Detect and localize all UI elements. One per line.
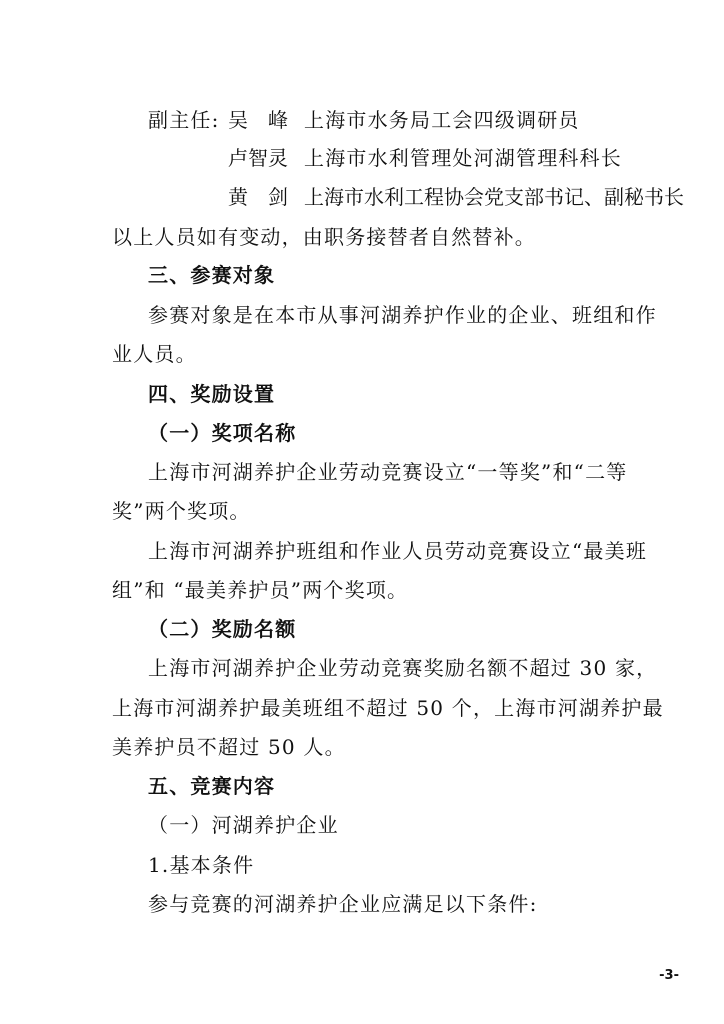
paragraph-line: 组”和 “最美养护员”两个奖项。 <box>112 578 409 602</box>
section-heading: 四、奖励设置 <box>148 382 276 406</box>
member-title: 上海市水利管理处河湖管理科科长 <box>304 146 622 170</box>
paragraph-line: 参赛对象是在本市从事河湖养护作业的企业、班组和作 <box>148 303 657 327</box>
paragraph-line: 奖”两个奖项。 <box>112 499 251 523</box>
subsection-heading: （一）河湖养护企业 <box>148 813 339 837</box>
subsection-heading: （二）奖励名额 <box>148 617 297 641</box>
paragraph-line: 上海市河湖养护班组和作业人员劳动竞赛设立“最美班 <box>148 539 648 563</box>
member-name: 黄 剑 <box>228 185 288 209</box>
member-title: 上海市水利工程协会党支部书记、副秘书长 <box>304 185 684 209</box>
page-number: -3- <box>659 968 679 983</box>
paragraph-line: 业人员。 <box>112 342 197 366</box>
member-name: 吴 峰 <box>228 108 288 132</box>
committee-role: 副主任: <box>148 108 220 132</box>
committee-note: 以上人员如有变动，由职务接替者自然替补。 <box>112 225 536 249</box>
paragraph-line: 上海市河湖养护企业劳动竞赛奖励名额不超过 30 家， <box>148 656 658 680</box>
subsection-heading: （一）奖项名称 <box>148 421 297 445</box>
paragraph-line: 上海市河湖养护企业劳动竞赛设立“一等奖”和“二等 <box>148 460 628 484</box>
paragraph-line: 美养护员不超过 50 人。 <box>112 735 346 759</box>
section-heading: 五、竞赛内容 <box>148 774 276 798</box>
member-title: 上海市水务局工会四级调研员 <box>304 108 580 132</box>
paragraph-line: 参与竞赛的河湖养护企业应满足以下条件: <box>148 892 538 916</box>
section-heading: 三、参赛对象 <box>148 263 276 287</box>
member-name: 卢智灵 <box>228 146 288 170</box>
paragraph-line: 上海市河湖养护最美班组不超过 50 个，上海市河湖养护最 <box>112 696 664 720</box>
item-heading: 1.基本条件 <box>148 853 255 877</box>
